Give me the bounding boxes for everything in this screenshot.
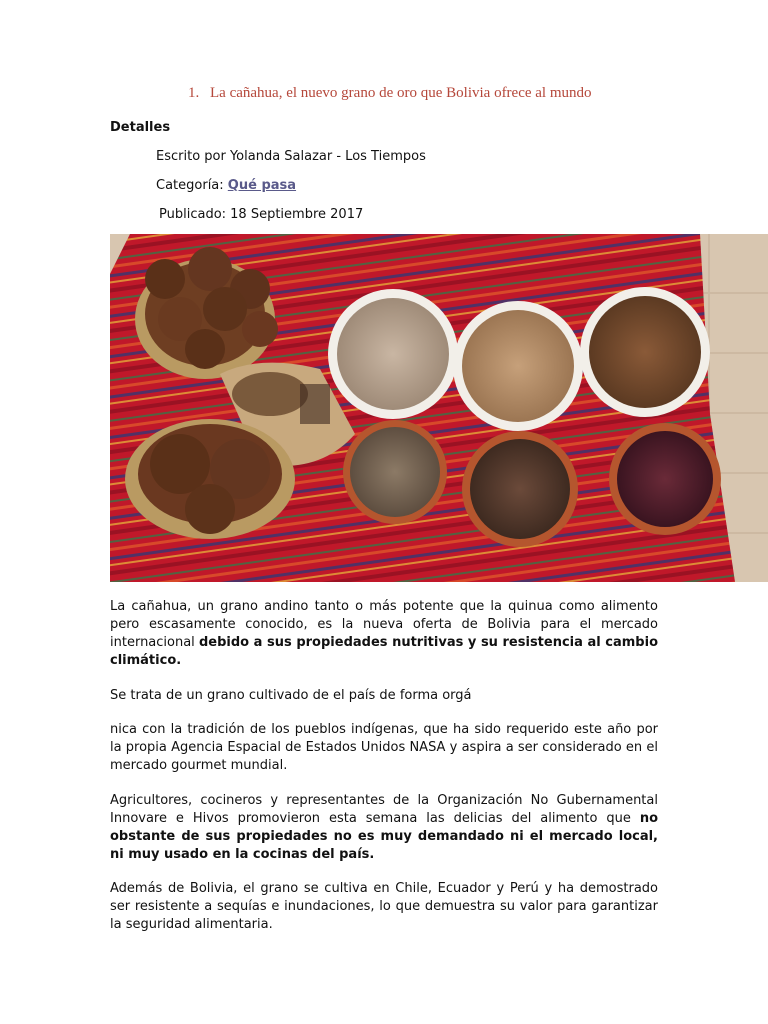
paragraph-3: nica con la tradición de los pueblos indígenas, que ha sido requerido este año por la propia Agencia Espacial de Estados Unidos NASA y aspira a ser considerado en el mercado gourmet mundial. (110, 722, 658, 773)
paragraph-1-text: La cañahua, un grano andino tanto o más potente que la quinua como alimento pero escasamente conocido, es la nueva oferta de Bolivia para el mercado internacional (110, 599, 658, 650)
article-paragraph-2 (110, 687, 658, 705)
article-paragraph-5 (110, 880, 658, 934)
category-label: Categoría: (156, 178, 224, 193)
grains-photo-illustration (110, 234, 768, 582)
category-line (156, 178, 296, 193)
paragraph-2: Se trata de un grano cultivado de el país de forma orgá (110, 688, 472, 703)
published-line: Publicado: 18 Septiembre 2017 (159, 207, 364, 222)
paragraph-4 (110, 792, 658, 864)
article-body (110, 598, 658, 670)
category-link[interactable]: Qué pasa (227, 178, 297, 193)
paragraph-1-bold: debido a sus propiedades nutritivas y su resistencia al cambio climático. (110, 635, 658, 668)
author-line: Escrito por Yolanda Salazar - Los Tiempos (156, 149, 426, 164)
paragraph-1 (110, 598, 658, 670)
paragraph-5: Además de Bolivia, el grano se cultiva en Chile, Ecuador y Perú y ha demostrado ser resistente a sequías e inundaciones, lo que demuestra su valor para garantizar la seguridad alimentaria. (110, 881, 658, 932)
article-paragraph-3 (110, 721, 658, 775)
article-heading (188, 85, 592, 102)
heading-text: La cañahua, el nuevo grano de oro que Bolivia ofrece al mundo (210, 85, 592, 101)
paragraph-4-bold: no obstante de sus propiedades no es muy demandado ni el mercado local, ni muy usado en la cocinas del país. (110, 811, 658, 862)
paragraph-4-text: Agricultores, cocineros y representantes de la Organización No Gubernamental Innovare e Hivos promovieron esta semana las delicias del alimento que (110, 793, 658, 826)
article-paragraph-4 (110, 792, 658, 864)
details-label: Detalles (110, 120, 171, 135)
heading-number: 1. (188, 85, 200, 101)
article-photo (110, 234, 768, 582)
